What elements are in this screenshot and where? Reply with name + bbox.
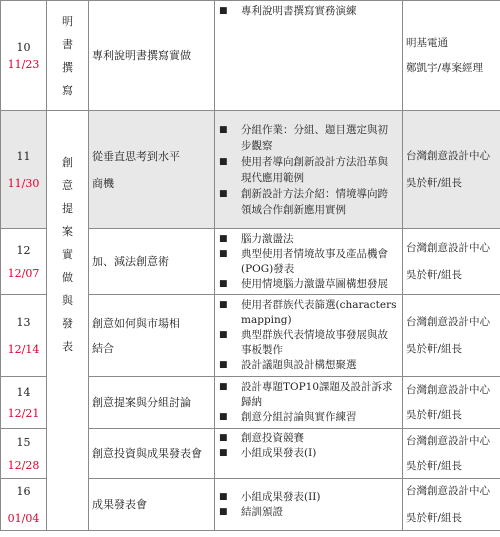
week-cell: 12 12/07 — [1, 229, 47, 295]
speaker-cell: 台灣創意設計中心 吳於軒/組長 — [403, 429, 500, 479]
bullet-list — [215, 380, 402, 425]
theme-char: 做 — [62, 271, 73, 284]
bullet-item: ■ 使用情境腦力激盪草圖構想發展 — [219, 277, 398, 292]
speaker-cell: 台灣創意設計中心 吳於軒/組長 — [403, 295, 500, 377]
week-cell: 15 12/28 — [1, 429, 47, 479]
bullet-item: ■ 結訓頒證 — [219, 505, 398, 520]
topic-cell: 創意提案與分組討論 — [89, 377, 215, 429]
bullet-item: ■ 使用者群族代表篩選(characters mapping) — [219, 298, 398, 328]
week-cell: 14 12/21 — [1, 377, 47, 429]
bullet-list — [215, 429, 402, 463]
topic-cell: 成果發表會 — [89, 479, 215, 531]
bullet-item: ■ 創意投資競賽 — [219, 431, 398, 446]
theme-char: 撰 — [62, 60, 73, 74]
bullet-list — [215, 296, 402, 375]
content-cell — [215, 429, 403, 479]
bullet-item: ■ 使用者導向創新設計方法沿革與現代應用範例 — [219, 154, 398, 186]
bullet-item: ■ 小組成果發表(I) — [219, 446, 398, 461]
bullet-item: ■ 腦力激盪法 — [219, 232, 398, 247]
theme-char: 提 — [62, 202, 73, 215]
theme-cell-main — [47, 111, 89, 531]
speaker-cell: 明基電通 鄭凱宇/專案經理 — [403, 1, 500, 111]
speaker-cell: 台灣創意設計中心 吳於軒/組長 — [403, 479, 500, 531]
content-cell — [215, 377, 403, 429]
bullet-list — [215, 120, 402, 220]
speaker-cell: 台灣創意設計中心 吳於軒/組長 — [403, 377, 500, 429]
content-cell — [215, 295, 403, 377]
content-cell — [215, 479, 403, 531]
theme-char: 發 — [62, 317, 73, 330]
table-row — [1, 111, 500, 229]
bullet-list — [215, 230, 402, 294]
theme-char: 書 — [62, 37, 73, 51]
bullet-item: ■ 典型使用者情境故事及產品機會(POG)發表 — [219, 247, 398, 277]
theme-char: 案 — [62, 225, 73, 238]
topic-cell: 創意投資與成果發表會 — [89, 429, 215, 479]
bullet-item: ■ 小組成果發表(II) — [219, 490, 398, 505]
bullet-item: ■ 分組作業：分組、題目選定與初步觀察 — [219, 122, 398, 154]
theme-cell-top — [47, 1, 89, 111]
bullet-list — [215, 488, 402, 522]
theme-char: 意 — [62, 179, 73, 192]
topic-cell: 加、減法創意術 — [89, 229, 215, 295]
theme-char: 創 — [62, 156, 73, 169]
theme-char: 明 — [62, 14, 73, 28]
topic-cell: 從垂直思考到水平 商機 — [89, 111, 215, 229]
bullet-item: ■ 設計專題TOP10課題及設計訴求歸納 — [219, 380, 398, 410]
content-cell — [215, 229, 403, 295]
topic-cell: 專利說明書撰寫實做 — [89, 1, 215, 111]
table-row — [1, 1, 500, 111]
theme-char: 與 — [62, 294, 73, 307]
week-cell: 16 01/04 — [1, 479, 47, 531]
bullet-item: ■ 專利說明書撰寫實務演練 — [219, 3, 398, 19]
content-cell — [215, 111, 403, 229]
week-cell: 13 12/14 — [1, 295, 47, 377]
week-cell: 10 11/23 — [1, 1, 47, 111]
theme-char: 表 — [62, 340, 73, 353]
content-cell — [215, 1, 403, 111]
topic-cell: 創意如何與市場相 結合 — [89, 295, 215, 377]
bullet-item: ■ 創新設計方法介紹：情境導向跨領域合作創新應用實例 — [219, 186, 398, 218]
bullet-list — [215, 1, 402, 21]
speaker-cell: 台灣創意設計中心 吳於軒/組長 — [403, 111, 500, 229]
bullet-item: ■ 典型群族代表情境故事發展與故事板製作 — [219, 328, 398, 358]
theme-char: 實 — [62, 248, 73, 261]
speaker-cell: 台灣創意設計中心 吳於軒/組長 — [403, 229, 500, 295]
week-cell: 11 11/30 — [1, 111, 47, 229]
theme-char: 寫 — [62, 83, 73, 97]
bullet-item: ■ 創意分組討論與實作練習 — [219, 410, 398, 425]
bullet-item: ■ 設計議題與設計構想聚選 — [219, 358, 398, 373]
